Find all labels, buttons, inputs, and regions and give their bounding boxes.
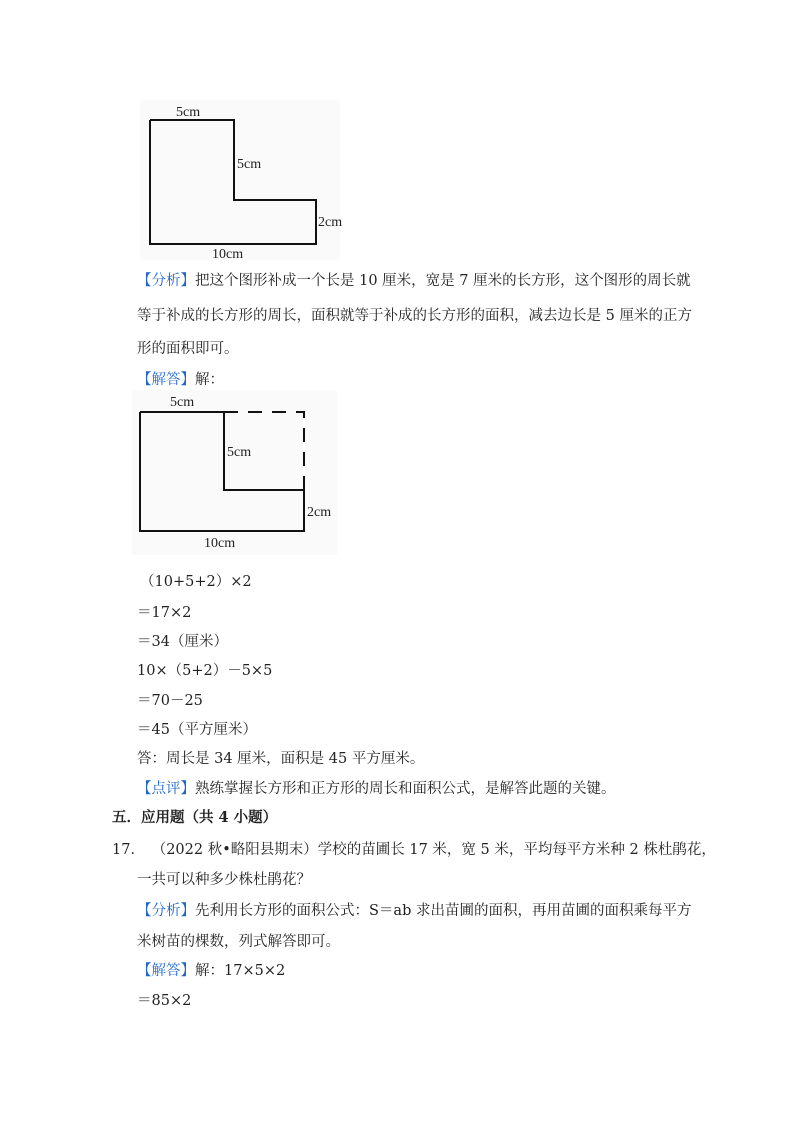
label-right: 2cm (318, 215, 343, 230)
answer-tag: 【解答】 (137, 963, 195, 979)
q17-answer-line (137, 961, 285, 981)
calc-line-5: ＝70－25 (137, 693, 203, 709)
label-inner: 5cm (237, 157, 262, 172)
q17-stem-line-2: 一共可以种多少株杜鹃花？ (137, 872, 311, 888)
calc-line-6: ＝45（平方厘米） (137, 722, 257, 738)
answer-text: 解： (195, 372, 224, 388)
analysis-tag: 【分析】 (137, 903, 195, 919)
question-stem: （2022 秋•略阳县期末）学校的苗圃长 17 米，宽 5 米，平均每平方米种 2 株杜鹃花， (158, 842, 716, 858)
q16-comment-line (137, 779, 616, 799)
q17-analysis-line-1 (137, 901, 691, 921)
label-right: 2cm (307, 505, 332, 520)
label-bottom: 10cm (212, 247, 244, 260)
label-inner: 5cm (227, 445, 252, 460)
q16-analysis-line-3: 形的面积即可。 (137, 341, 239, 357)
q17-analysis-line-2: 米树苗的棵数，列式解答即可。 (137, 934, 340, 950)
q16-analysis-line-1 (137, 271, 691, 291)
section-heading: 五．应用题（共 4 小题） (112, 809, 278, 826)
comment-tag: 【点评】 (137, 781, 195, 797)
calc-line-2: ＝17×2 (137, 605, 192, 621)
calc-line-3: ＝34（厘米） (137, 634, 228, 650)
figure-completed-rectangle (132, 390, 362, 555)
q16-answer-line (137, 370, 224, 390)
label-top: 5cm (176, 105, 201, 120)
q17-stem-line-1 (112, 840, 716, 860)
analysis-text: 把这个图形补成一个长是 10 厘米，宽是 7 厘米的长方形，这个图形的周长就 (195, 273, 691, 289)
analysis-text: 先利用长方形的面积公式：S＝ab 求出苗圃的面积，再用苗圃的面积乘每平方 (195, 903, 692, 919)
final-answer: 答：周长是 34 厘米，面积是 45 平方厘米。 (137, 751, 425, 767)
comment-text: 熟练掌握长方形和正方形的周长和面积公式，是解答此题的关键。 (195, 781, 616, 797)
analysis-tag: 【分析】 (137, 273, 195, 289)
question-number: 17． (112, 842, 145, 858)
answer-text: 解：17×5×2 (195, 963, 286, 979)
q17-calc-line-1: ＝85×2 (137, 993, 192, 1009)
calc-line-4: 10×（5+2）－5×5 (137, 663, 273, 679)
answer-tag: 【解答】 (137, 372, 195, 388)
q16-analysis-line-2: 等于补成的长方形的周长，面积就等于补成的长方形的面积，减去边长是 5 厘米的正方 (137, 308, 692, 324)
label-top: 5cm (170, 395, 195, 410)
calc-line-1: （10+5+2）×2 (140, 574, 252, 590)
figure-l-shape (140, 100, 370, 260)
label-bottom: 10cm (204, 536, 236, 551)
